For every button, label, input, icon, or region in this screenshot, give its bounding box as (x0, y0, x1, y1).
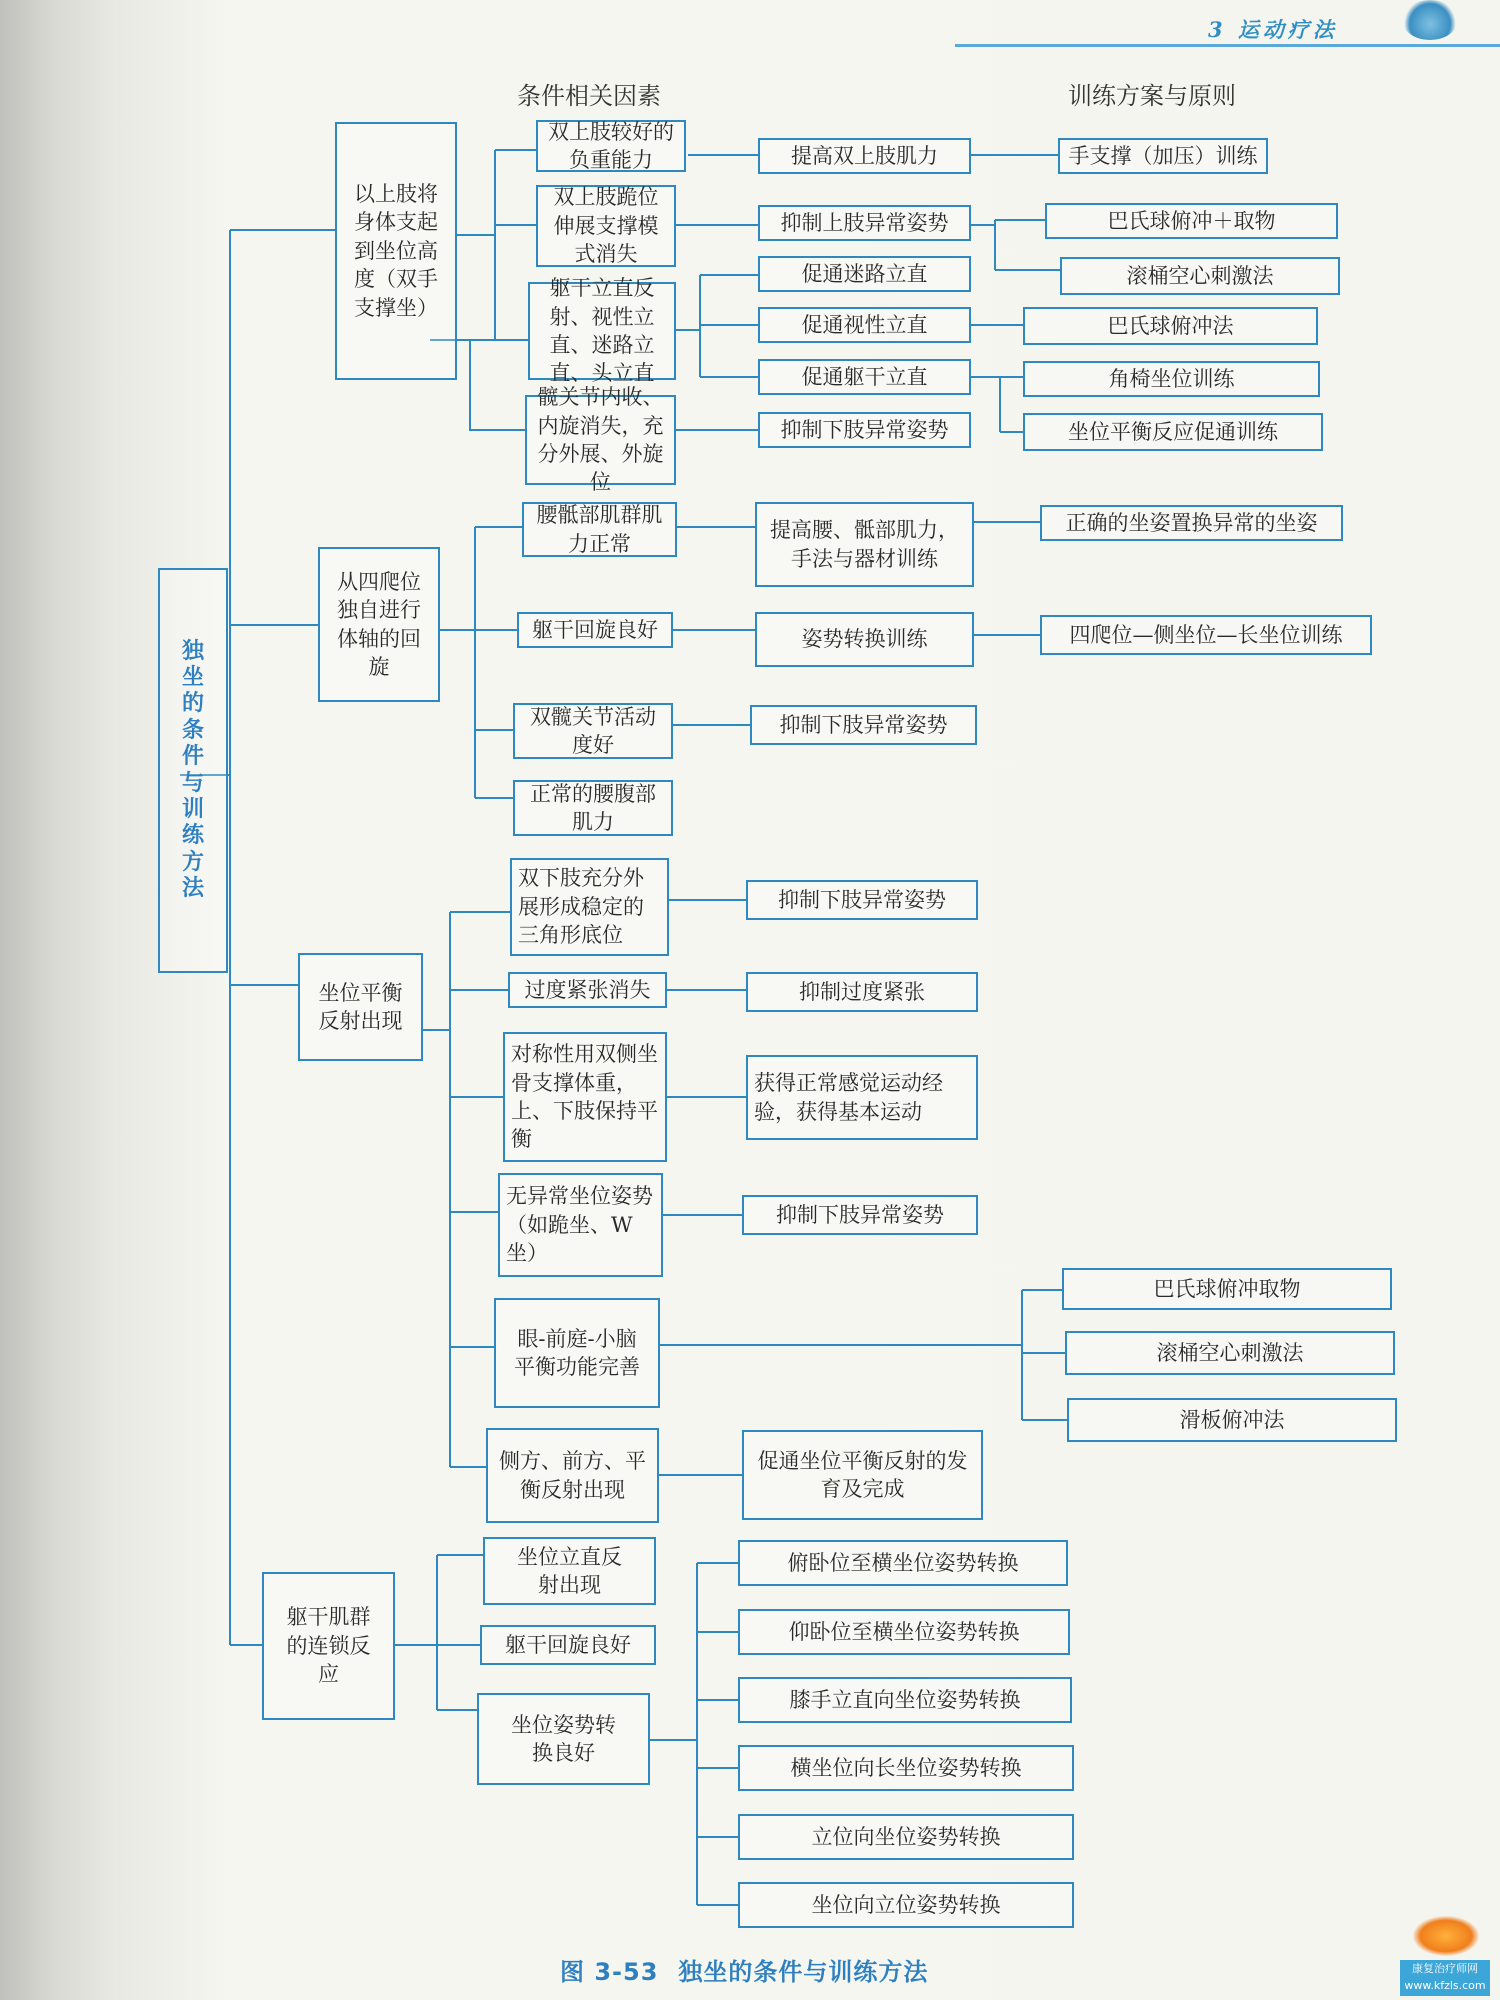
chapter-header: 3 运动疗法 (1208, 17, 1338, 42)
factor-node: 双髋关节活动度好 (513, 703, 673, 759)
method-node: 巴氏球俯冲＋取物 (1045, 203, 1338, 239)
transition-node: 横坐位向长坐位姿势转换 (738, 1745, 1074, 1791)
method-node: 滚桶空心刺激法 (1065, 1331, 1395, 1375)
factor-node: 躯干回旋良好 (517, 612, 673, 648)
plan-node: 提高双上肢肌力 (758, 138, 971, 174)
method-node: 坐位平衡反应促通训练 (1023, 413, 1323, 451)
watermark-logo-icon (1413, 1916, 1479, 1956)
group-node-chain-reaction: 躯干肌群的连锁反应 (262, 1572, 395, 1720)
plan-node: 抑制过度紧张 (746, 972, 978, 1012)
watermark-url: www.kfzls.com (1404, 1979, 1486, 1992)
factor-node: 腰骶部肌群肌力正常 (522, 502, 677, 557)
factor-node: 无异常坐位姿势（如跪坐、W坐） (498, 1173, 663, 1277)
transition-node: 立位向坐位姿势转换 (738, 1814, 1074, 1860)
group-node-balance: 坐位平衡反射出现 (298, 953, 423, 1061)
method-node: 手支撑（加压）训练 (1058, 138, 1268, 174)
factor-node: 过度紧张消失 (508, 972, 667, 1008)
method-node: 滚桶空心刺激法 (1060, 257, 1340, 295)
plan-node: 提高腰、骶部肌力，手法与器材训练 (755, 502, 974, 587)
figure-number: 图 3-53 (560, 1958, 659, 1986)
method-node: 巴氏球俯冲取物 (1062, 1268, 1392, 1310)
figure-caption (560, 1952, 948, 1987)
transition-node: 坐位向立位姿势转换 (738, 1882, 1074, 1928)
plan-node: 促通躯干立直 (758, 359, 971, 395)
column-title-factors: 条件相关因素 (517, 82, 661, 110)
factor-node: 对称性用双侧坐骨支撑体重，上、下肢保持平衡 (503, 1032, 667, 1162)
factor-node: 眼-前庭-小脑平衡功能完善 (494, 1298, 660, 1408)
plan-node: 促通坐位平衡反射的发育及完成 (742, 1430, 983, 1520)
watermark-site-name: 康复治疗师网 (1412, 1962, 1478, 1975)
factor-node: 坐位立直反射出现 (483, 1537, 656, 1605)
plan-node: 促通视性立直 (758, 307, 971, 343)
transition-node: 仰卧位至横坐位姿势转换 (738, 1609, 1070, 1655)
method-node: 正确的坐姿置换异常的坐姿 (1040, 505, 1343, 541)
plan-node: 抑制下肢异常姿势 (746, 880, 978, 920)
plan-node: 获得正常感觉运动经验，获得基本运动 (746, 1055, 978, 1140)
plan-node: 抑制下肢异常姿势 (750, 705, 977, 745)
factor-node: 躯干立直反射、视性立直、迷路立直、头立直 (528, 282, 676, 380)
group-node-rotation: 从四爬位独自进行体轴的回旋 (318, 547, 440, 702)
figure-title: 独坐的条件与训练方法 (678, 1958, 929, 1986)
factor-node: 双上肢跪位伸展支撑模式消失 (536, 185, 676, 267)
factor-node: 髋关节内收、内旋消失，充分外展、外旋位 (525, 395, 676, 485)
plan-node: 抑制下肢异常姿势 (758, 412, 971, 448)
root-node: 独坐的条件与训练方法 (158, 568, 228, 973)
method-node: 角椅坐位训练 (1023, 361, 1320, 397)
plan-node: 姿势转换训练 (755, 612, 974, 667)
factor-node: 正常的腰腹部肌力 (513, 780, 673, 836)
factor-node: 坐位姿势转换良好 (477, 1693, 650, 1785)
factor-node: 躯干回旋良好 (480, 1625, 656, 1665)
method-node: 滑板俯冲法 (1067, 1398, 1397, 1442)
method-node: 四爬位—侧坐位—长坐位训练 (1040, 615, 1372, 655)
transition-node: 俯卧位至横坐位姿势转换 (738, 1540, 1068, 1586)
plan-node: 促通迷路立直 (758, 256, 971, 292)
factor-node: 侧方、前方、平衡反射出现 (486, 1428, 659, 1523)
factor-node: 双上肢较好的负重能力 (536, 120, 686, 172)
plan-node: 抑制下肢异常姿势 (742, 1195, 978, 1235)
plan-node: 抑制上肢异常姿势 (758, 205, 971, 241)
factor-node: 双下肢充分外展形成稳定的三角形底位 (510, 858, 669, 956)
group-node-support-sit: 以上肢将身体支起到坐位高度（双手支撑坐） (335, 122, 457, 380)
site-watermark (1400, 1960, 1490, 1996)
method-node: 巴氏球俯冲法 (1023, 307, 1318, 345)
column-title-plans: 训练方案与原则 (1068, 82, 1236, 110)
transition-node: 膝手立直向坐位姿势转换 (738, 1677, 1072, 1723)
